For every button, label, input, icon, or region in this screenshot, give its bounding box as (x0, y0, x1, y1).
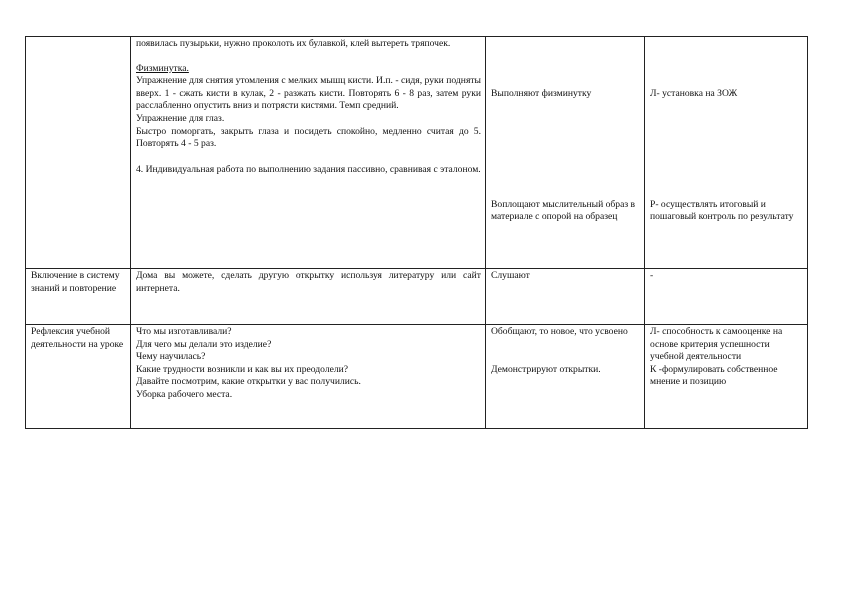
lesson-plan-table (25, 36, 808, 429)
teacher-activity-cell (131, 37, 486, 269)
student-physical-exercise: Выполняют физминутку (491, 88, 592, 99)
uud-cell: - (645, 269, 808, 325)
stage-cell: Рефлексия учебной деятельности на уроке (26, 325, 131, 429)
teacher-activity-cell (131, 325, 486, 429)
uud-control: Р- осуществлять итоговый и пошаговый контроль по результату (650, 198, 794, 223)
uud-communication: К -формулировать собственное мнение и позицию (650, 363, 778, 388)
uud-healthy-lifestyle: Л- установка на ЗОЖ (650, 88, 738, 99)
reflection-question: Какие трудности возникли и как вы их преодолели? (136, 363, 349, 375)
uud-self-assessment: Л- способность к самооценке на основе критерия успешности учебной деятельности (650, 326, 783, 363)
eye-exercise-text: Быстро поморгать, закрыть глаза и посидеть спокойно, медленно считая до 5. Повторять 4 - 5 раз. (136, 125, 481, 150)
table-row (26, 269, 808, 325)
eye-exercise-title: Упражнение для глаз. (136, 112, 225, 124)
reflection-question: Что мы изготавливали? (136, 326, 232, 337)
table-row (26, 325, 808, 429)
reflection-question: Давайте посмотрим, какие открытки у вас получились. (136, 376, 361, 388)
stage-cell: Включение в систему знаний и повторение (26, 269, 131, 325)
stage-cell (26, 37, 131, 269)
reflection-question: Для чего мы делали это изделие? (136, 338, 272, 350)
student-demonstration: Демонстрируют открытки. (491, 363, 601, 375)
reflection-question: Чему научилась? (136, 351, 206, 363)
physical-exercise-title: Физминутка. (136, 62, 189, 74)
instruction-text: появилась пузырьки, нужно проколоть их булавкой, клей вытереть тряпочек. (136, 38, 451, 49)
student-activity-cell: Слушают (486, 269, 645, 325)
uud-cell (645, 37, 808, 269)
student-activity-cell (486, 325, 645, 429)
student-summary: Обобщают, то новое, что усвоено (491, 326, 628, 337)
uud-cell (645, 325, 808, 429)
physical-exercise-text: Упражнение для снятия утомления с мелких мышц кисти. И.п. - сидя, руки подняты вверх. 1 - сжать кисти в кулак, 2 - разжать кисти. Повторять 6 - 8 раз, затем руки расслабленно опустить вниз и потрясти кистями. Темп средний. (136, 75, 481, 112)
teacher-activity-cell: Дома вы можете, сделать другую открытку используя литературу или сайт интернета. (131, 269, 486, 325)
student-activity-cell (486, 37, 645, 269)
individual-work-text: 4. Индивидуальная работа по выполнению задания пассивно, сравнивая с эталоном. (136, 163, 481, 175)
reflection-question: Уборка рабочего места. (136, 388, 233, 400)
table-row (26, 37, 808, 269)
student-work-text: Воплощают мыслительный образ в материале с опорой на образец (491, 198, 636, 223)
